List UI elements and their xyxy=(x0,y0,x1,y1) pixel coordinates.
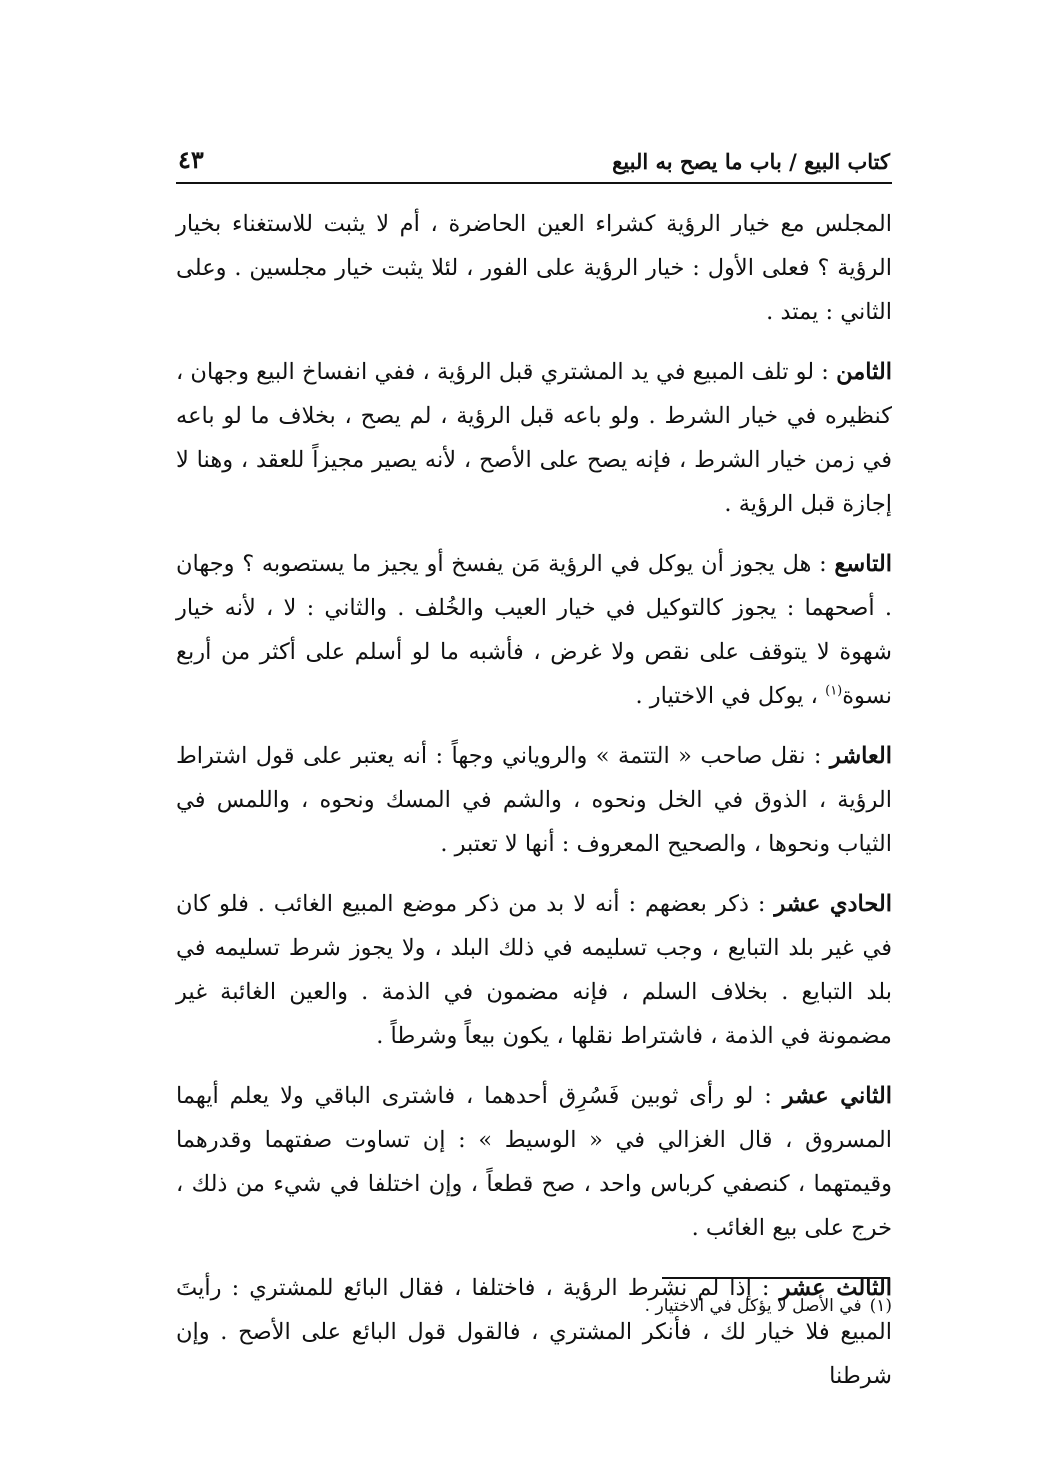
paragraph-heading: العاشر xyxy=(829,743,892,769)
paragraph-heading: الثامن xyxy=(836,359,892,385)
paragraph-heading: الثاني عشر xyxy=(782,1083,892,1109)
page-number: ٤٣ xyxy=(178,145,204,174)
paragraph-eleventh xyxy=(176,882,892,1058)
paragraph-text: : لو تلف المبيع في يد المشتري قبل الرؤية ، ففي انفساخ البيع وجهان ، كنظيره في خيار الشرط . ولو باعه قبل الرؤية ، لم يصح ، بخلاف ما لو باعه في زمن خيار الشرط ، فإنه يصح على الأصح ، لأنه يصير مجيزاً للعقد ، وهنا لا إجازة قبل الرؤية . xyxy=(176,359,892,517)
paragraph-ninth xyxy=(176,542,892,718)
paragraph-heading: الحادي عشر xyxy=(774,891,892,917)
header-divider xyxy=(176,182,892,184)
paragraph-thirteenth xyxy=(176,1266,892,1398)
paragraph-text: : لو رأى ثوبين فَسُرِق أحدهما ، فاشترى الباقي ولا يعلم أيهما المسروق ، قال الغزالي في « الوسيط » : إن تساوت صفتهما وقدرهما وقيمتهما ، كنصفي كرباس واحد ، صح قطعاً ، وإن اختلفا في شيء من ذلك ، خرج على بيع الغائب . xyxy=(176,1083,892,1241)
paragraph-text-after-ref: ، يوكل في الاختيار . xyxy=(635,683,826,709)
paragraph-text: المجلس مع خيار الرؤية كشراء العين الحاضرة ، أم لا يثبت للاستغناء بخيار الرؤية ؟ فعلى الأول : خيار الرؤية على الفور ، لئلا يثبت خيار مجلسين . وعلى الثاني : يمتد . xyxy=(176,211,892,325)
footnote-reference[interactable]: (١) xyxy=(825,683,843,699)
paragraph-continuation xyxy=(176,202,892,334)
footnote-divider xyxy=(662,1277,890,1279)
paragraph-eighth xyxy=(176,350,892,526)
paragraph-text: : ذكر بعضهم : أنه لا بد من ذكر موضع المبيع الغائب . فلو كان في غير بلد التبايع ، وجب تسليمه في ذلك البلد ، ولا يجوز شرط تسليمه في بلد التبايع . بخلاف السلم ، فإنه مضمون في الذمة . والعين الغائبة غير مضمونة في الذمة ، فاشتراط نقلها ، يكون بيعاً وشرطاً . xyxy=(176,891,892,1049)
main-text xyxy=(176,202,892,1414)
paragraph-text: : نقل صاحب « التتمة » والروياني وجهاً : أنه يعتبر على قول اشتراط الرؤية ، الذوق في الخل ونحوه ، والشم في المسك ونحوه ، واللمس في الثياب ونحوها ، والصحيح المعروف : أنها لا تعتبر . xyxy=(176,743,892,857)
page-header xyxy=(178,130,890,174)
footnote xyxy=(176,1290,892,1322)
running-title: كتاب البيع / باب ما يصح به البيع xyxy=(612,149,890,174)
paragraph-heading: الثالث عشر xyxy=(779,1275,893,1301)
paragraph-text: : إذا لم نشرط الرؤية ، فاختلفا ، فقال البائع للمشتري : رأيتَ المبيع فلا خيار لك ، فأنكر المشتري ، فالقول قول البائع على الأصح . وإن شرطنا xyxy=(176,1275,892,1389)
paragraph-tenth xyxy=(176,734,892,866)
footnote-mark: (١) xyxy=(869,1296,892,1316)
footnote-text: في الأصل لا يؤكل في الاختيار . xyxy=(644,1296,862,1316)
paragraph-text: : هل يجوز أن يوكل في الرؤية مَن يفسخ أو يجيز ما يستصوبه ؟ وجهان . أصحهما : يجوز كالتوكيل في خيار العيب والخُلف . والثاني : لا ، لأنه خيار شهوة لا يتوقف على نقص ولا غرض ، فأشبه ما لو أسلم على أكثر من أربع نسوة xyxy=(176,551,892,709)
paragraph-heading: التاسع xyxy=(834,551,892,577)
paragraph-twelfth xyxy=(176,1074,892,1250)
